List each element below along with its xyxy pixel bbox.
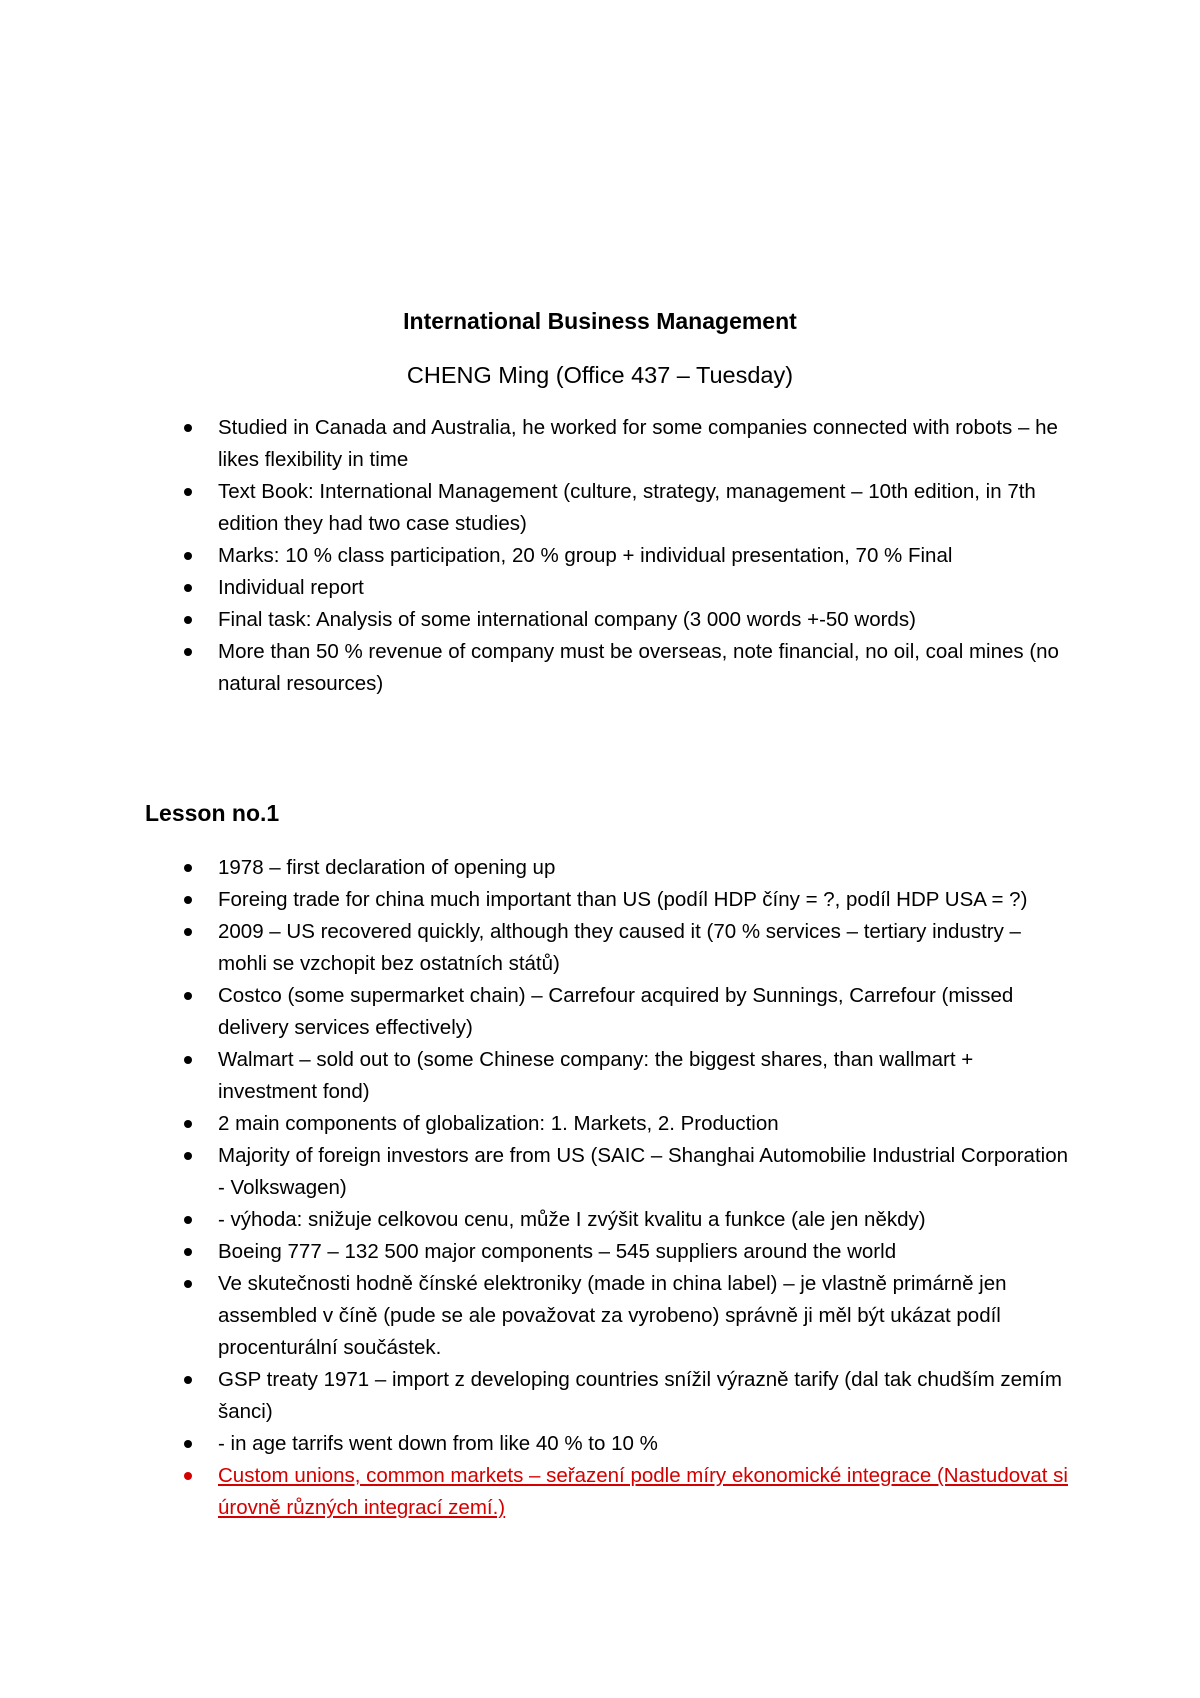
bullet-icon — [184, 992, 192, 1000]
list-item — [0, 916, 1200, 980]
bullet-icon — [184, 552, 192, 560]
bullet-icon — [184, 584, 192, 592]
list-item — [0, 476, 1200, 540]
bullet-icon — [184, 1248, 192, 1256]
list-item-text: Walmart – sold out to (some Chinese company: the biggest shares, than wallmart + investment fond) — [218, 1048, 974, 1103]
list-item — [0, 572, 1200, 604]
list-item — [0, 852, 1200, 884]
lesson-heading: Lesson no.1 — [145, 800, 280, 826]
list-item-text: 2 main components of globalization: 1. Markets, 2. Production — [218, 1112, 779, 1135]
list-item — [0, 1428, 1200, 1460]
list-item-text: - in age tarrifs went down from like 40 % to 10 % — [218, 1432, 658, 1455]
bullet-icon — [184, 488, 192, 496]
list-item-text: - výhoda: snižuje celkovou cenu, může I zvýšit kvalitu a funkce (ale jen někdy) — [218, 1208, 926, 1231]
bullet-icon — [184, 928, 192, 936]
list-item — [0, 1108, 1200, 1140]
list-item — [0, 1140, 1200, 1204]
list-item-text: Final task: Analysis of some international company (3 000 words +-50 words) — [218, 608, 916, 631]
list-item — [0, 604, 1200, 636]
bullet-icon — [184, 648, 192, 656]
bullet-icon — [184, 616, 192, 624]
list-item — [0, 540, 1200, 572]
list-item-text: Individual report — [218, 576, 364, 599]
lesson-bullet-list — [0, 852, 1200, 1524]
list-item — [0, 412, 1200, 476]
list-item-text: 2009 – US recovered quickly, although they caused it (70 % services – tertiary industry – mohli se vzchopit bez ostatních států) — [218, 920, 1021, 975]
list-item-text: 1978 – first declaration of opening up — [218, 856, 556, 879]
bullet-icon — [184, 1216, 192, 1224]
list-item-text: Text Book: International Management (culture, strategy, management – 10th edition, in 7th edition they had two case studies) — [218, 480, 1036, 535]
list-item-text: GSP treaty 1971 – import z developing countries snížil výrazně tarify (dal tak chudším zemím šanci) — [218, 1368, 1062, 1423]
highlighted-list-item — [0, 1460, 1200, 1524]
list-item — [0, 1204, 1200, 1236]
list-item — [0, 1044, 1200, 1108]
list-item — [0, 1236, 1200, 1268]
bullet-icon — [184, 1440, 192, 1448]
list-item-text: More than 50 % revenue of company must be overseas, note financial, no oil, coal mines (no natural resources) — [218, 640, 1059, 695]
bullet-icon — [184, 864, 192, 872]
list-item-text: Majority of foreign investors are from US (SAIC – Shanghai Automobilie Industrial Corporation - Volkswagen) — [218, 1144, 1069, 1199]
intro-bullet-list — [0, 412, 1200, 700]
list-item-text: Marks: 10 % class participation, 20 % group + individual presentation, 70 % Final — [218, 544, 953, 567]
bullet-icon — [184, 1376, 192, 1384]
bullet-icon — [184, 1152, 192, 1160]
list-item — [0, 636, 1200, 700]
bullet-icon — [184, 1056, 192, 1064]
list-item — [0, 1364, 1200, 1428]
list-item-text: Boeing 777 – 132 500 major components – 545 suppliers around the world — [218, 1240, 897, 1263]
list-item — [0, 1268, 1200, 1364]
instructor-line: CHENG Ming (Office 437 – Tuesday) — [406, 362, 794, 388]
bullet-icon — [184, 1120, 192, 1128]
bullet-icon — [184, 1280, 192, 1288]
list-item-text: Foreing trade for china much important than US (podíl HDP číny = ?, podíl HDP USA = ?) — [218, 888, 1028, 911]
list-item-text: Costco (some supermarket chain) – Carrefour acquired by Sunnings, Carrefour (missed delivery services effectively) — [218, 984, 1014, 1039]
list-item — [0, 884, 1200, 916]
bullet-icon — [184, 896, 192, 904]
list-item-text: Custom unions, common markets – seřazení podle míry ekonomické integrace (Nastudovat si úrovně různých integrací zemí.) — [218, 1464, 1068, 1519]
bullet-icon — [184, 424, 192, 432]
document-title: International Business Management — [403, 308, 797, 334]
bullet-icon — [184, 1472, 192, 1480]
list-item-text: Studied in Canada and Australia, he worked for some companies connected with robots – he likes flexibility in time — [218, 416, 1058, 471]
list-item — [0, 980, 1200, 1044]
list-item-text: Ve skutečnosti hodně čínské elektroniky (made in china label) – je vlastně primárně jen assembled v číně (pude se ale považovat za vyrobeno) správně ji měl být ukázat podíl procenturální součástek. — [218, 1272, 1007, 1359]
